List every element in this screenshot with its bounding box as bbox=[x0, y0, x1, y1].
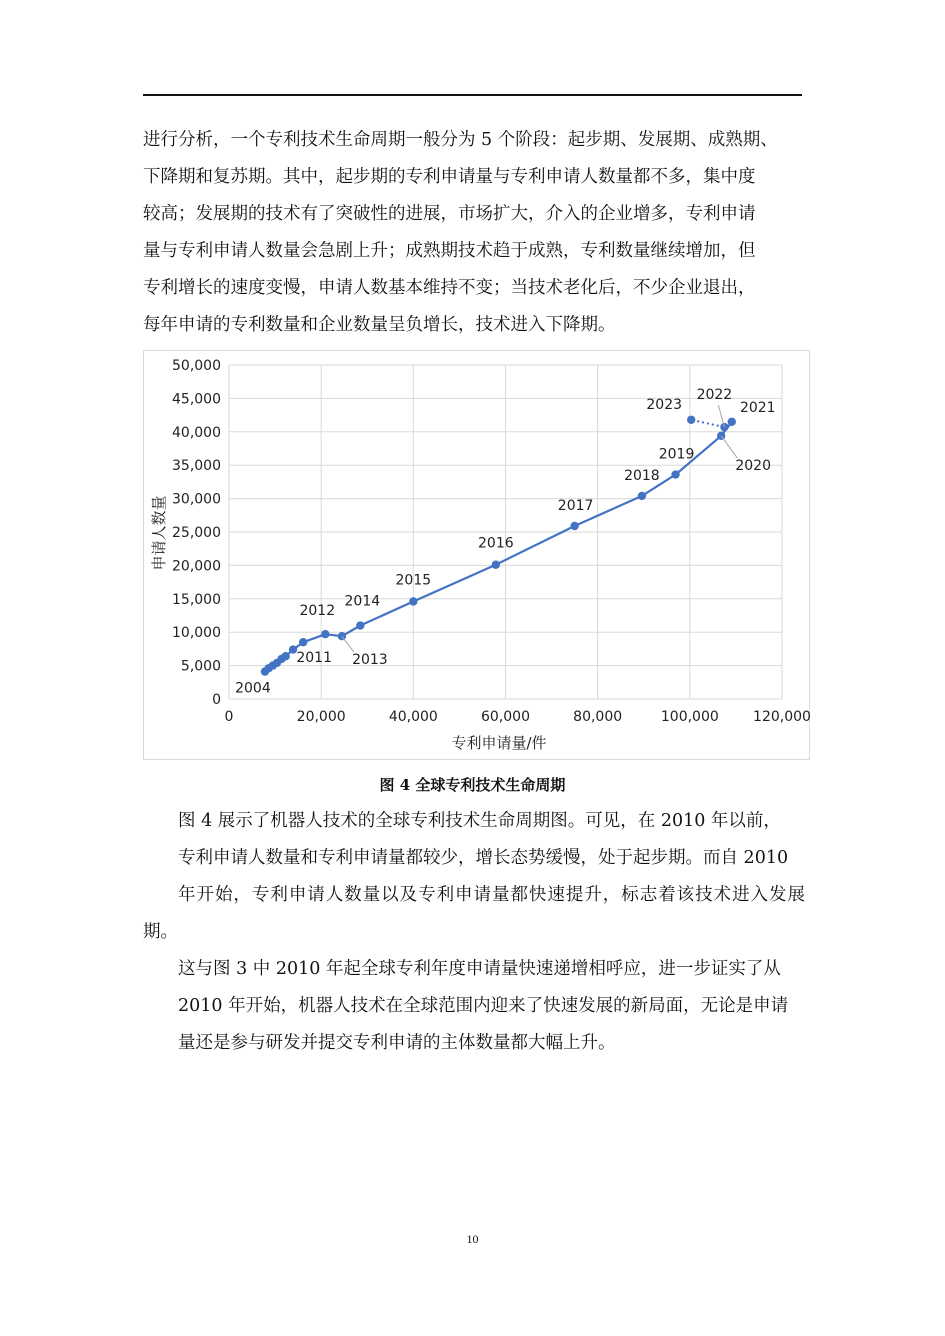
point-label: 2013 bbox=[352, 652, 388, 669]
label-leader-line bbox=[721, 436, 737, 458]
y-tick-label: 30,000 bbox=[172, 491, 221, 508]
point-label: 2011 bbox=[296, 650, 333, 667]
point-label: 2016 bbox=[478, 535, 514, 552]
y-tick-label: 50,000 bbox=[172, 358, 221, 374]
y-tick-label: 5,000 bbox=[180, 658, 221, 675]
figure-caption: 图 4 全球专利技术生命周期 bbox=[379, 776, 566, 794]
y-tick-label: 35,000 bbox=[172, 458, 221, 475]
data-point bbox=[671, 470, 679, 478]
x-tick-label: 120,000 bbox=[753, 709, 811, 725]
data-point bbox=[720, 423, 728, 431]
paragraph-line: 专利申请人数量和专利申请量都较少，增长态势缓慢，处于起步期。而自 2010 bbox=[178, 848, 789, 868]
point-label: 2018 bbox=[624, 467, 660, 484]
point-label: 2017 bbox=[557, 497, 594, 514]
data-point bbox=[492, 561, 500, 569]
y-tick-label: 25,000 bbox=[172, 525, 221, 541]
data-point bbox=[570, 522, 578, 530]
data-point bbox=[356, 621, 364, 629]
data-point bbox=[638, 492, 646, 500]
paragraph-line: 较高；发展期的技术有了突破性的进展，市场扩大，介入的企业增多，专利申请 bbox=[143, 204, 756, 224]
paragraph-line: 进行分析，一个专利技术生命周期一般分为 5 个阶段：起步期、发展期、成熟期、 bbox=[143, 130, 778, 150]
paragraph-line: 图 4 展示了机器人技术的全球专利技术生命周期图。可见，在 2010 年以前， bbox=[178, 811, 781, 831]
y-tick-label: 15,000 bbox=[172, 591, 221, 608]
x-axis-label: 专利申请量/件 bbox=[451, 734, 547, 752]
page-number: 10 bbox=[466, 1232, 479, 1246]
point-label: 2020 bbox=[735, 457, 771, 474]
data-point bbox=[728, 418, 736, 426]
label-leader-line bbox=[718, 405, 724, 427]
point-label: 2015 bbox=[395, 572, 432, 589]
point-label: 2022 bbox=[696, 387, 733, 404]
data-point bbox=[281, 652, 289, 660]
y-axis-label: 申请人数量 bbox=[150, 495, 168, 571]
paragraph-line: 专利增长的速度变慢，申请人数基本维持不变；当技术老化后，不少企业退出， bbox=[143, 278, 756, 298]
point-label: 2014 bbox=[344, 593, 381, 610]
paragraph-line: 下降期和复苏期。其中，起步期的专利申请量与专利申请人数量都不多，集中度 bbox=[143, 167, 756, 187]
y-tick-label: 40,000 bbox=[172, 424, 221, 441]
paragraph-line: 量还是参与研发并提交专利申请的主体数量都大幅上升。 bbox=[178, 1033, 616, 1053]
y-tick-label: 0 bbox=[212, 692, 221, 708]
x-tick-label: 40,000 bbox=[388, 709, 438, 725]
x-tick-label: 100,000 bbox=[660, 709, 719, 725]
paragraph-line: 这与图 3 中 2010 年起全球专利年度申请量快速递增相呼应，进一步证实了从 bbox=[178, 959, 781, 979]
point-label: 2004 bbox=[235, 680, 271, 697]
data-point bbox=[299, 638, 307, 646]
point-label: 2019 bbox=[658, 446, 695, 463]
body-paragraph-1 bbox=[143, 122, 805, 344]
lifecycle-chart-svg bbox=[144, 351, 811, 761]
paragraph-line: 每年申请的专利数量和企业数量呈负增长，技术进入下降期。 bbox=[143, 315, 616, 335]
chart-grid bbox=[229, 365, 782, 699]
y-tick-label: 10,000 bbox=[172, 625, 221, 642]
body-paragraph-2 bbox=[143, 803, 805, 1062]
point-label: 2012 bbox=[299, 603, 336, 620]
data-point bbox=[687, 416, 695, 424]
x-tick-label: 60,000 bbox=[481, 709, 530, 725]
data-point bbox=[409, 597, 417, 605]
y-tick-label: 20,000 bbox=[172, 558, 221, 575]
paragraph-line: 年开始，专利申请人数量以及专利申请量都快速提升，标志着该技术进入发展期。 bbox=[143, 885, 805, 942]
x-tick-label: 0 bbox=[224, 709, 234, 725]
paragraph-line: 2010 年开始，机器人技术在全球范围内迎来了快速发展的新局面，无论是申请 bbox=[178, 996, 789, 1016]
paragraph-line: 量与专利申请人数量会急剧上升；成熟期技术趋于成熟，专利数量继续增加，但 bbox=[143, 241, 756, 261]
data-point bbox=[321, 630, 329, 638]
data-point bbox=[717, 432, 725, 440]
x-tick-label: 80,000 bbox=[573, 709, 623, 725]
point-label: 2021 bbox=[739, 399, 776, 416]
point-label: 2023 bbox=[646, 396, 683, 413]
y-tick-label: 45,000 bbox=[172, 391, 221, 408]
x-tick-label: 20,000 bbox=[296, 709, 346, 725]
label-leader-line bbox=[342, 636, 354, 652]
header-rule bbox=[143, 94, 802, 96]
figure-4-chart bbox=[143, 350, 810, 760]
